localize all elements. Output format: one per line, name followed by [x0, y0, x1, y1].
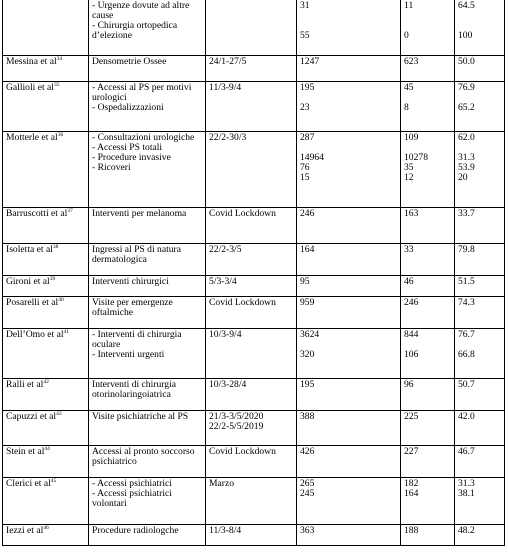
cell-line: 14964	[300, 152, 324, 164]
cell-line: 11/3-9/4	[209, 82, 242, 94]
cell-line: 163	[404, 208, 419, 220]
cell-line: 46	[404, 276, 414, 288]
cell-line: Densometrie Ossee	[92, 56, 167, 68]
cell-line: 79.8	[458, 244, 475, 256]
cell-line: - Chirurgia ortopedica d’elezione	[92, 20, 178, 42]
covid-cell	[401, 56, 455, 82]
percent-cell	[455, 132, 505, 208]
total-cell	[297, 297, 401, 329]
author-name: Barruscotti et al	[6, 208, 68, 220]
procedure-cell	[89, 208, 206, 244]
cell-line: 5/3-3/4	[209, 276, 237, 288]
table-row	[3, 446, 505, 478]
cell-line: - Ospedalizzazioni	[92, 102, 164, 114]
covid-cell	[401, 446, 455, 478]
procedure-cell	[89, 411, 206, 446]
percent-cell	[455, 329, 505, 379]
cell-line: - Procedure invasive	[92, 152, 171, 164]
covid-cell	[401, 379, 455, 411]
period-cell	[206, 244, 297, 276]
cell-line: 62.0	[458, 132, 475, 144]
table-row	[3, 411, 505, 446]
period-cell	[206, 329, 297, 379]
cell-line: - Consultazioni urologiche	[92, 132, 195, 144]
procedure-cell	[89, 244, 206, 276]
author-cell	[3, 244, 89, 276]
author-name: Motterle et al	[6, 132, 58, 144]
reference-number: 44	[44, 446, 50, 453]
covid-cell	[401, 297, 455, 329]
cell-line: Interventi chirurgici	[92, 276, 169, 288]
period-cell	[206, 0, 297, 56]
cell-line: 33.7	[458, 208, 475, 220]
author-cell	[3, 132, 89, 208]
cell-line: 225	[404, 411, 419, 423]
cell-line: 182	[404, 478, 419, 490]
cell-line: 246	[300, 208, 315, 220]
author-cell	[3, 276, 89, 297]
cell-line: - Accessi psichiatrici volontari	[92, 488, 172, 510]
studies-table	[2, 0, 505, 546]
procedure-cell	[89, 446, 206, 478]
procedure-cell	[89, 329, 206, 379]
cell-line: 10/3-9/4	[209, 329, 242, 341]
author-cell	[3, 478, 89, 525]
procedure-cell	[89, 276, 206, 297]
cell-line: 64.5	[458, 0, 475, 12]
cell-line: Interventi per melanoma	[92, 208, 187, 220]
reference-number: 45	[50, 478, 57, 485]
cell-line: 76	[300, 162, 310, 174]
procedure-cell	[89, 56, 206, 82]
cell-line: 22/2-30/3	[209, 132, 247, 144]
cell-line: 53.9	[458, 162, 475, 174]
cell-line	[404, 11, 451, 21]
cell-line	[404, 93, 451, 103]
total-cell	[297, 329, 401, 379]
procedure-cell	[89, 0, 206, 56]
author-cell	[3, 411, 89, 446]
author-name: Iezzi et al	[6, 525, 44, 537]
covid-cell	[401, 411, 455, 446]
cell-line: 227	[404, 446, 419, 458]
author-cell	[3, 0, 89, 56]
procedure-cell	[89, 297, 206, 329]
cell-line: 31.3	[458, 478, 475, 490]
author-cell	[3, 82, 89, 132]
cell-line: 287	[300, 132, 315, 144]
cell-line: - Ricoveri	[92, 162, 131, 174]
cell-line: Interventi di chirurgia otorinolaringoiatrica	[92, 379, 177, 401]
cell-line: 100	[458, 30, 473, 42]
total-cell	[297, 82, 401, 132]
cell-line: 35	[404, 162, 414, 174]
cell-line: Marzo	[209, 478, 235, 490]
cell-line: Covid Lockdown	[209, 208, 276, 220]
cell-line: 164	[404, 488, 419, 500]
cell-line: 20	[458, 172, 468, 184]
cell-line: 188	[404, 525, 419, 537]
cell-line	[300, 11, 397, 21]
percent-cell	[455, 82, 505, 132]
cell-line: 74.3	[458, 297, 475, 309]
period-cell	[206, 208, 297, 244]
table-row	[3, 525, 505, 546]
reference-number: 36	[57, 132, 64, 139]
cell-line: 65.2	[458, 102, 475, 114]
reference-number: 40	[58, 297, 64, 304]
period-cell	[206, 276, 297, 297]
cell-line: 245	[300, 488, 315, 500]
cell-line	[300, 340, 397, 350]
total-cell	[297, 276, 401, 297]
table-row	[3, 478, 505, 525]
cell-line: 76.9	[458, 82, 475, 94]
percent-cell	[455, 276, 505, 297]
total-cell	[297, 208, 401, 244]
reference-number: 37	[67, 208, 73, 215]
period-cell	[206, 411, 297, 446]
cell-line: 388	[300, 411, 315, 423]
author-name: Ralli et al	[6, 379, 44, 391]
cell-line: 1247	[300, 56, 320, 68]
cell-line	[300, 21, 397, 31]
total-cell	[297, 446, 401, 478]
cell-line: 22/2-5/5/2019	[209, 421, 264, 433]
author-cell	[3, 525, 89, 546]
table-row	[3, 56, 505, 82]
procedure-cell	[89, 379, 206, 411]
cell-line	[300, 93, 397, 103]
cell-line: - Accessi psichiatrici	[92, 478, 172, 490]
cell-line: 106	[404, 349, 419, 361]
cell-line: 46.7	[458, 446, 475, 458]
cell-line: 844	[404, 329, 419, 341]
covid-cell	[401, 208, 455, 244]
table-row	[3, 379, 505, 411]
total-cell	[297, 379, 401, 411]
cell-line: - Accessi al PS per motivi urologici	[92, 82, 192, 104]
period-cell	[206, 446, 297, 478]
cell-line: Covid Lockdown	[209, 297, 276, 309]
cell-line: 164	[300, 244, 315, 256]
covid-cell	[401, 0, 455, 56]
cell-line: 11	[404, 0, 414, 12]
cell-line: Visite per emergenze oftalmiche	[92, 297, 173, 319]
cell-line: 10278	[404, 152, 428, 164]
total-cell	[297, 525, 401, 546]
cell-line: Ingressi al PS di natura dermatologica	[92, 244, 181, 266]
table-row	[3, 297, 505, 329]
total-cell	[297, 56, 401, 82]
table-row	[3, 208, 505, 244]
cell-line: 15	[300, 172, 310, 184]
table-row	[3, 244, 505, 276]
percent-cell	[455, 446, 505, 478]
cell-line: Procedure radiologche	[92, 525, 179, 537]
cell-line: 265	[300, 478, 315, 490]
percent-cell	[455, 297, 505, 329]
total-cell	[297, 0, 401, 56]
cell-line: 96	[404, 379, 414, 391]
cell-line: 320	[300, 349, 315, 361]
reference-number: 39	[49, 276, 56, 283]
percent-cell	[455, 208, 505, 244]
total-cell	[297, 132, 401, 208]
period-cell	[206, 56, 297, 82]
reference-number: 46	[43, 525, 49, 532]
percent-cell	[455, 379, 505, 411]
percent-cell	[455, 478, 505, 525]
table-row	[3, 276, 505, 297]
cell-line: Visite psichiatriche al PS	[92, 411, 189, 423]
reference-number: 34	[56, 56, 63, 63]
cell-line: 426	[300, 446, 315, 458]
author-cell	[3, 329, 89, 379]
author-cell	[3, 446, 89, 478]
cell-line: 31	[300, 0, 310, 12]
table-row	[3, 132, 505, 208]
percent-cell	[455, 411, 505, 446]
cell-line: 11/3-8/4	[209, 525, 242, 537]
period-cell	[206, 525, 297, 546]
cell-line: - Interventi di chirurgia oculare	[92, 329, 182, 351]
cell-line: Accessi al pronto soccorso psichiatrico	[92, 446, 195, 468]
author-name: Gallioli et al	[6, 82, 54, 94]
procedure-cell	[89, 132, 206, 208]
covid-cell	[401, 276, 455, 297]
procedure-cell	[89, 525, 206, 546]
author-cell	[3, 379, 89, 411]
table-row	[3, 82, 505, 132]
cell-line: 76.7	[458, 329, 475, 341]
cell-line: 24/1-27/5	[209, 56, 247, 68]
author-cell	[3, 56, 89, 82]
cell-line: 95	[300, 276, 310, 288]
author-name: Stein et al	[6, 446, 45, 458]
author-name: Dell’Omo et al	[6, 329, 64, 341]
cell-line: 195	[300, 379, 315, 391]
author-name: Clerici et al	[6, 478, 51, 490]
cell-line	[404, 21, 451, 31]
cell-line: Covid Lockdown	[209, 446, 276, 458]
total-cell	[297, 478, 401, 525]
cell-line: 33	[404, 244, 414, 256]
covid-cell	[401, 478, 455, 525]
covid-cell	[401, 244, 455, 276]
cell-line: 12	[404, 172, 414, 184]
cell-line: 50.0	[458, 56, 475, 68]
cell-line: 38.1	[458, 488, 475, 500]
covid-cell	[401, 329, 455, 379]
cell-line: 623	[404, 56, 419, 68]
author-name: Capuzzi et al	[6, 411, 57, 423]
period-cell	[206, 82, 297, 132]
period-cell	[206, 132, 297, 208]
cell-line: 66.8	[458, 349, 475, 361]
cell-line: 246	[404, 297, 419, 309]
cell-line: 959	[300, 297, 315, 309]
period-cell	[206, 297, 297, 329]
studies-table-body	[3, 0, 505, 546]
cell-line: 10/3-28/4	[209, 379, 247, 391]
cell-line: 50.7	[458, 379, 475, 391]
cell-line: 109	[404, 132, 419, 144]
reference-number: 35	[53, 82, 60, 89]
covid-cell	[401, 132, 455, 208]
cell-line: 21/3-3/5/2020	[209, 411, 264, 423]
cell-line: 55	[300, 30, 310, 42]
author-name: Messina et al	[6, 56, 57, 68]
author-cell	[3, 208, 89, 244]
cell-line: - Urgenze dovute ad altre cause	[92, 0, 190, 22]
cell-line: 0	[404, 30, 409, 42]
table-row	[3, 0, 505, 56]
percent-cell	[455, 244, 505, 276]
cell-line: 51.5	[458, 276, 475, 288]
cell-line: 195	[300, 82, 315, 94]
cell-line	[458, 11, 501, 21]
cell-line: 3624	[300, 329, 320, 341]
procedure-cell	[89, 82, 206, 132]
cell-line: 363	[300, 525, 315, 537]
cell-line: 45	[404, 82, 414, 94]
reference-number: 38	[52, 244, 59, 251]
author-cell	[3, 297, 89, 329]
total-cell	[297, 244, 401, 276]
covid-cell	[401, 82, 455, 132]
reference-number: 43	[56, 411, 62, 418]
cell-line: 8	[404, 102, 409, 114]
covid-cell	[401, 525, 455, 546]
cell-line: - Interventi urgenti	[92, 349, 165, 361]
cell-line: 42.0	[458, 411, 475, 423]
cell-line: 22/2-3/5	[209, 244, 242, 256]
author-name: Gironi et al	[6, 276, 50, 288]
cell-line: 23	[300, 102, 310, 114]
cell-line: 48.2	[458, 525, 475, 537]
cell-line: - Accessi PS totali	[92, 142, 163, 154]
percent-cell	[455, 0, 505, 56]
author-name: Posarelli et al	[6, 297, 59, 309]
reference-number: 42	[43, 379, 49, 386]
cell-line: 31.3	[458, 152, 475, 164]
reference-number: 41	[63, 329, 70, 336]
percent-cell	[455, 56, 505, 82]
percent-cell	[455, 525, 505, 546]
author-name: Isoletta et al	[6, 244, 53, 256]
period-cell	[206, 379, 297, 411]
table-row	[3, 329, 505, 379]
total-cell	[297, 411, 401, 446]
period-cell	[206, 478, 297, 525]
procedure-cell	[89, 478, 206, 525]
